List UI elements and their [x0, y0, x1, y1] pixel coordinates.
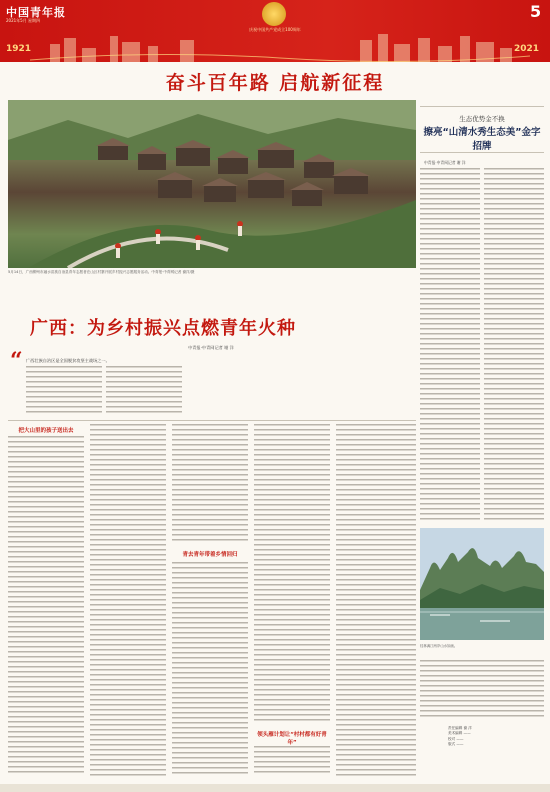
paper-name: 中国青年报 — [6, 6, 66, 19]
page-number: 5 — [530, 2, 542, 21]
party-emblem-icon — [262, 2, 286, 26]
page-footer — [0, 784, 550, 792]
year-end: 2021 — [514, 44, 540, 54]
banner-headline: 奋斗百年路 启航新征程 — [165, 72, 385, 94]
subhead-2: 青去青年带着乡情回归 — [182, 552, 238, 558]
sidebar-kicker: 生态优势金不换 — [459, 115, 505, 123]
karst-caption: 桂林漓江两岸山水如画。 — [420, 644, 458, 648]
text-column-4a — [254, 424, 330, 724]
credit-line: 版式 —— — [448, 742, 464, 747]
village-photo — [8, 100, 416, 268]
credit-line: 责任编辑 谢 洋 — [448, 726, 472, 730]
text-column-4b — [254, 746, 330, 776]
lead-text-column-1 — [26, 366, 102, 414]
photo-caption: 5月14日，广西柳州市融水苗族自治县青年志愿者在山区村寨开展乡村振兴志愿服务活动。中青报·中青网记者 谢洋/摄 — [8, 270, 195, 274]
skyline-illustration — [30, 30, 530, 62]
credit-line: 美术编辑 —— — [448, 731, 471, 736]
quote-mark-icon: “ — [10, 348, 23, 374]
text-column-3a — [172, 424, 248, 544]
editor-credits — [448, 726, 538, 748]
sidebar-text-column-2 — [484, 168, 544, 520]
text-column-2 — [90, 424, 166, 776]
credit-line: 校对 —— — [448, 736, 464, 741]
article-lead: 广西壮族自治区是全国脱贫攻坚主战场之一。 — [26, 358, 110, 363]
article-title: 广西：为乡村振兴点燃青年火种 — [30, 318, 296, 339]
article-byline: 中青报·中青网记者 谢 洋 — [188, 345, 234, 350]
emblem-caption: 庆祝中国共产党成立100周年 — [249, 27, 301, 32]
lead-rule — [8, 420, 416, 421]
subhead-1: 把大山里的孩子送出去 — [18, 428, 74, 434]
sidebar-title-rule — [420, 152, 544, 153]
date-line: 2021年5月 星期四 — [6, 18, 40, 23]
text-column-1 — [8, 436, 84, 776]
text-column-3b — [172, 562, 248, 776]
text-column-5 — [336, 424, 416, 776]
sidebar-byline: 中青报·中青网记者 谢 洋 — [424, 160, 466, 165]
lead-text-column-2 — [106, 366, 182, 414]
sidebar-text-column-1 — [420, 168, 480, 520]
subhead-3: 领头雁计划让“村村都有好青年” — [257, 732, 327, 746]
karst-photo — [420, 528, 544, 640]
sidebar-text-tail — [420, 660, 544, 720]
year-start: 1921 — [6, 44, 32, 54]
sidebar-rule — [420, 106, 544, 107]
sidebar-title: 擦亮“山清水秀生态美”金字招牌 — [423, 127, 541, 152]
